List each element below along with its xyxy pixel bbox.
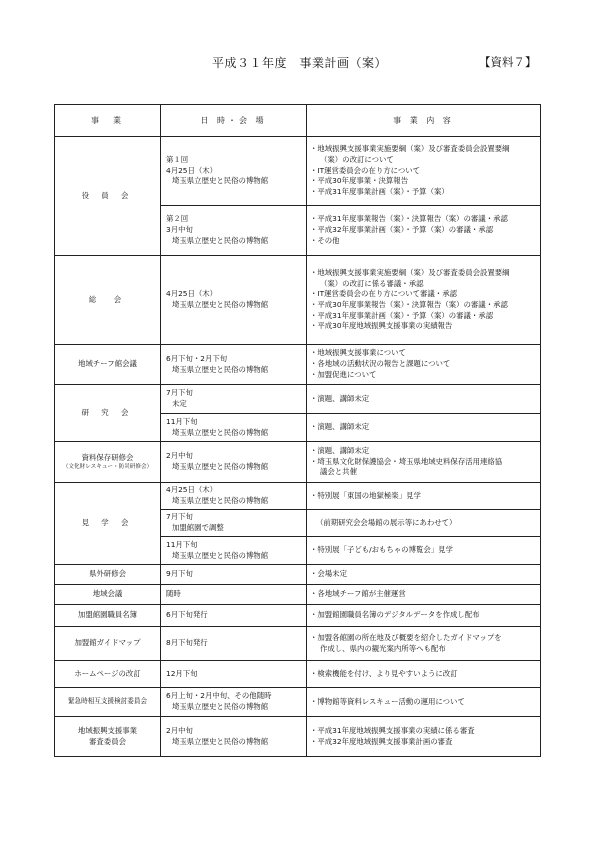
event-sublabel: （文化財レスキュー・防災研修会） <box>62 464 153 471</box>
content-cell <box>307 483 541 510</box>
content-line: ・平成31年度地域振興支援事業の実績に係る審査 <box>310 725 475 735</box>
date-cell <box>161 537 307 565</box>
content-line: ・検索機能を付け、より見やすいように改訂 <box>310 668 458 678</box>
date-line: 第２回 <box>166 214 189 224</box>
date-line: 7月下旬 <box>166 388 193 398</box>
content-line: ・平成30年度地域振興支援事業の実績報告 <box>310 321 453 331</box>
date-cell <box>161 717 307 757</box>
event-cell: 県外研修会 <box>55 565 161 585</box>
content-line: ・博物館等資料レスキュー活動の運用について <box>310 696 465 706</box>
event-cell: 地域会議 <box>55 585 161 605</box>
table-row <box>55 137 541 206</box>
date-cell <box>161 605 307 627</box>
event-cell: 総 会 <box>55 256 161 345</box>
venue-line: 埼玉県立歴史と民俗の博物館 <box>172 736 269 746</box>
date-line: 2月中旬 <box>166 451 193 461</box>
content-line: ・演題、講師未定 <box>310 393 370 403</box>
content-line: ・平成30年度事業報告（案）・決算報告（案）の審議・承認 <box>310 300 508 309</box>
venue-line: 埼玉県立歴史と民俗の博物館 <box>172 702 269 711</box>
page-title: 平成３１年度 事業計画（案） <box>212 56 388 70</box>
venue-line: 未定 <box>172 399 187 408</box>
content-line: （前期研究会会場館の展示等にあわせて） <box>316 517 457 527</box>
event-cell <box>55 717 161 757</box>
content-line: 作成し、県内の観光案内所等へも配布 <box>320 643 446 653</box>
content-cell <box>307 206 541 256</box>
venue-line: 埼玉県立歴史と民俗の博物館 <box>172 176 269 186</box>
content-line: （案）の改訂について <box>320 154 394 164</box>
content-line: ・埼玉県文化財保護協会・埼玉県地域史料保存活用連絡協 <box>310 456 503 466</box>
date-cell <box>161 483 307 510</box>
date-line: 4月25日（木） <box>166 165 218 175</box>
date-cell <box>161 442 307 483</box>
date-line: 2月中旬 <box>166 725 193 735</box>
content-line: ・平成30年度事業・決算報告 <box>310 176 409 186</box>
content-line: ・加盟各館園の所在地及び概要を紹介したガイドマップを <box>310 632 502 642</box>
event-cell: 見 学 会 <box>55 483 161 565</box>
table-row <box>55 385 541 414</box>
venue-line: 埼玉県立歴史と民俗の博物館 <box>172 496 269 505</box>
content-cell <box>307 537 541 565</box>
content-line: 議会と共催 <box>320 467 357 477</box>
venue-line: 埼玉県立歴史と民俗の博物館 <box>172 364 269 374</box>
table-row <box>55 345 541 385</box>
content-cell <box>307 661 541 688</box>
table-row <box>55 605 541 627</box>
event-cell: 研 究 会 <box>55 385 161 442</box>
content-cell <box>307 256 541 345</box>
content-line: ・各地域チーフ館が主催運営 <box>310 589 406 599</box>
plan-table <box>54 104 541 757</box>
header-date-venue: 日 時・会 場 <box>161 105 307 137</box>
content-line: ・演題、講師未定 <box>310 422 370 432</box>
content-cell <box>307 688 541 717</box>
event-cell: 役 員 会 <box>55 137 161 256</box>
content-line: ・平成31年度事業計画（案）・予算（案） <box>310 187 449 197</box>
content-line: ・IT運営委員会の在り方について <box>310 165 421 175</box>
table-row <box>55 585 541 605</box>
table-row <box>55 565 541 585</box>
date-line: 7月下旬 <box>166 512 193 522</box>
event-cell: 加盟館園職員名簿 <box>55 605 161 627</box>
venue-line: 埼玉県立歴史と民俗の博物館 <box>172 462 269 471</box>
date-cell <box>161 385 307 414</box>
date-cell <box>161 256 307 345</box>
date-cell <box>161 345 307 385</box>
table-row <box>55 256 541 345</box>
date-line: 11月下旬 <box>166 416 198 426</box>
date-line: 9月下旬 <box>166 569 193 579</box>
content-cell <box>307 137 541 206</box>
header-content: 事 業 内 容 <box>307 105 541 137</box>
date-line: 6月下旬発行 <box>166 610 208 620</box>
date-line: 11月下旬 <box>166 539 198 549</box>
date-line: 3月中旬 <box>166 225 193 235</box>
table-row <box>55 661 541 688</box>
event-label: 地域振興支援事業 <box>77 725 138 735</box>
date-cell <box>161 627 307 661</box>
date-cell <box>161 661 307 688</box>
date-line: 8月下旬発行 <box>166 638 208 648</box>
date-line: 随時 <box>166 589 181 599</box>
content-line: ・地域振興支援事業実施要綱（案）及び審査委員会設置要綱 <box>310 267 510 277</box>
content-line: ・平成32年度地域振興支援事業計画の審査 <box>310 736 453 746</box>
date-cell <box>161 414 307 442</box>
date-line: 第１回 <box>166 154 189 164</box>
venue-line: 埼玉県立歴史と民俗の博物館 <box>172 300 269 309</box>
venue-line: 埼玉県立歴史と民俗の博物館 <box>172 235 269 245</box>
table-row <box>55 627 541 661</box>
event-sublabel: 審査委員会 <box>89 736 126 746</box>
content-line: ・特別展「東国の地獄極楽」見学 <box>310 490 421 500</box>
venue-line: 埼玉県立歴史と民俗の博物館 <box>172 427 269 437</box>
date-cell <box>161 565 307 585</box>
venue-line: 埼玉県立歴史と民俗の博物館 <box>172 550 269 560</box>
content-line: （案）の改訂に係る審議・承認 <box>320 278 424 288</box>
content-line: ・会場未定 <box>310 569 347 579</box>
content-cell <box>307 442 541 483</box>
event-cell: ホームページの改訂 <box>55 661 161 688</box>
event-cell: 緊急時相互支援検討委員会 <box>55 688 161 717</box>
event-cell: 地域チーフ館会議 <box>55 345 161 385</box>
content-cell <box>307 565 541 585</box>
table-row <box>55 483 541 510</box>
date-cell <box>161 137 307 206</box>
content-cell <box>307 717 541 757</box>
content-cell <box>307 585 541 605</box>
content-line: ・地域振興支援事業について <box>310 348 406 358</box>
date-cell <box>161 688 307 717</box>
date-line: 6月上旬・2月中旬、その他随時 <box>166 691 272 701</box>
content-line: ・平成31年度事業報告（案）・決算報告（案）の審議・承認 <box>310 214 508 224</box>
venue-line: 加盟館園で調整 <box>172 523 224 532</box>
content-cell <box>307 605 541 627</box>
date-line: 12月下旬 <box>166 668 198 678</box>
content-line: ・地域振興支援事業実施要綱（案）及び審査委員会設置要綱 <box>310 144 510 154</box>
table-row <box>55 442 541 483</box>
content-line: ・加盟館園職員名簿のデジタルデータを作成し配布 <box>310 610 480 620</box>
date-line: 6月下旬・2月下旬 <box>166 353 228 363</box>
content-cell <box>307 414 541 442</box>
content-line: ・その他 <box>310 235 340 245</box>
date-cell <box>161 510 307 537</box>
content-cell <box>307 385 541 414</box>
table-row <box>55 688 541 717</box>
date-line: 4月25日（木） <box>166 485 218 495</box>
header-event: 事 業 <box>55 105 161 137</box>
document-tag: 【資料７】 <box>479 55 537 69</box>
content-line: ・特別展「子ども/おもちゃの博覧会」見学 <box>310 545 453 555</box>
content-line: ・各地域の活動状況の報告と課題について <box>310 359 451 369</box>
event-cell <box>55 442 161 483</box>
content-line: ・平成31年度事業計画（案）・予算（案）の審議・承認 <box>310 310 494 320</box>
date-line: 4月25日（木） <box>166 289 218 299</box>
content-cell <box>307 345 541 385</box>
content-line: ・加盟促進について <box>310 369 377 379</box>
content-cell <box>307 627 541 661</box>
date-cell <box>161 585 307 605</box>
content-line: ・平成32年度事業計画（案）・予算（案）の審議・承認 <box>310 225 494 235</box>
event-label: 資料保存研修会 <box>81 452 134 462</box>
table-row <box>55 717 541 757</box>
event-cell: 加盟館ガイドマップ <box>55 627 161 661</box>
content-line: ・演題、講師未定 <box>310 445 370 455</box>
content-cell <box>307 510 541 537</box>
table-header-row <box>55 105 541 137</box>
date-cell <box>161 206 307 256</box>
content-line: ・IT運営委員会の在り方について審議・承認 <box>310 289 457 299</box>
